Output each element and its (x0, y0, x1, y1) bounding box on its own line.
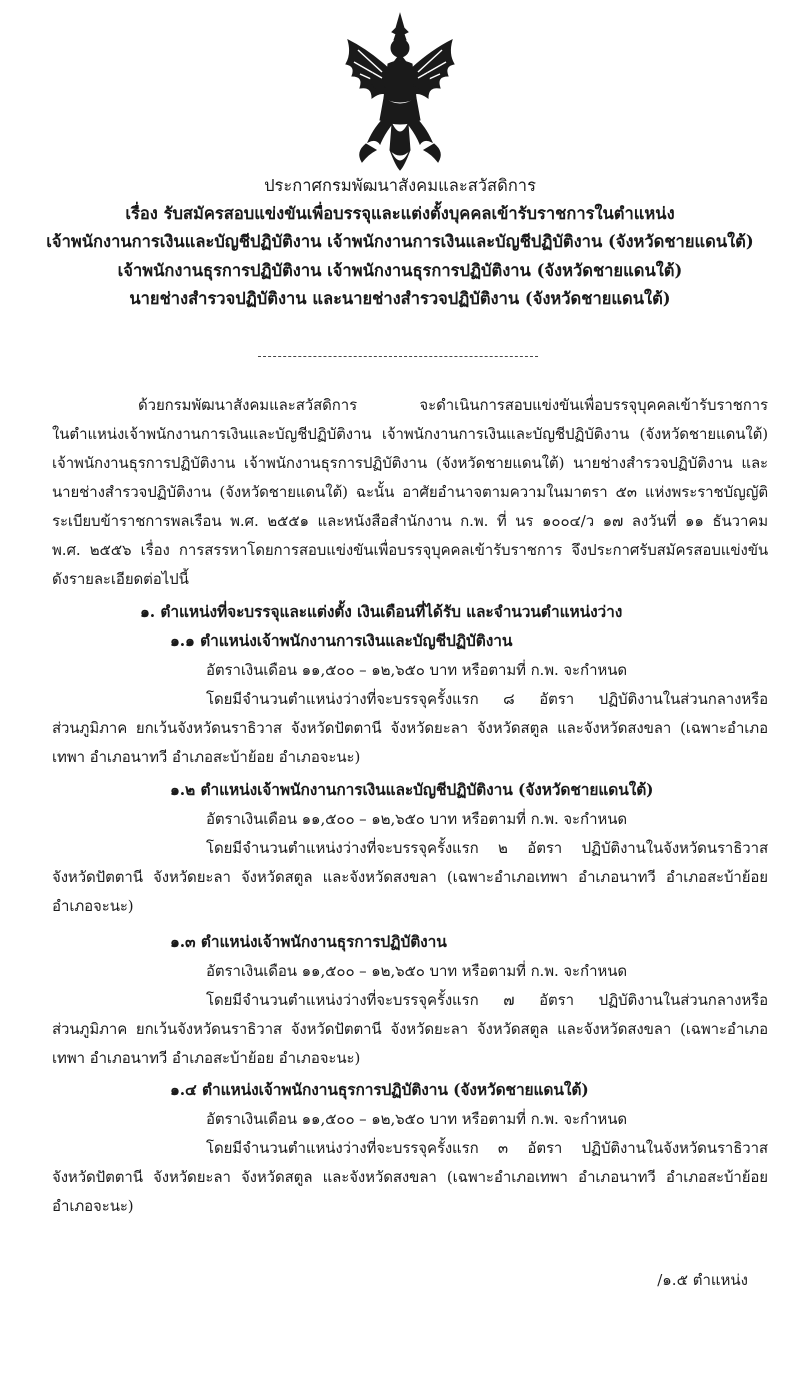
intro-line: ระเบียบข้าราชการพลเรือน พ.ศ. ๒๕๕๑ และหนังสือสำนักงาน ก.พ. ที่ นร ๑๐๐๔/ว ๑๗ ลงวันที่ ๑๑ ธันวาคม (52, 512, 768, 530)
position-1-3-detail: โดยมีจำนวนตำแหน่งว่างที่จะบรรจุครั้งแรก ๗ อัตรา ปฏิบัติงานในส่วนกลางหรือ (206, 991, 768, 1009)
position-1-4-detail: อำเภอจะนะ) (52, 1197, 134, 1215)
intro-line: ด้วยกรมพัฒนาสังคมและสวัสดิการ จะดำเนินการสอบแข่งขันเพื่อบรรจุบุคคลเข้ารับราชการ (138, 396, 768, 414)
position-1-2-detail: โดยมีจำนวนตำแหน่งว่างที่จะบรรจุครั้งแรก ๒ อัตรา ปฏิบัติงานในจังหวัดนราธิวาส (206, 839, 768, 857)
subject-line-1: เรื่อง รับสมัครสอบแข่งขันเพื่อบรรจุและแต่งตั้งบุคคลเข้ารับราชการในตำแหน่ง (125, 204, 675, 223)
garuda-emblem (338, 10, 462, 176)
position-1-2-salary: อัตราเงินเดือน ๑๑,๕๐๐ – ๑๒,๖๕๐ บาท หรือตามที่ ก.พ. จะกำหนด (206, 810, 627, 828)
subject-line-3: เจ้าพนักงานธุรการปฏิบัติงาน เจ้าพนักงานธุรการปฏิบัติงาน (จังหวัดชายแดนใต้) (117, 261, 683, 280)
position-1-4-detail: โดยมีจำนวนตำแหน่งว่างที่จะบรรจุครั้งแรก ๓ อัตรา ปฏิบัติงานในจังหวัดนราธิวาส (206, 1139, 768, 1157)
position-1-1-detail: ส่วนภูมิภาค ยกเว้นจังหวัดนราธิวาส จังหวัดปัตตานี จังหวัดยะลา จังหวัดสตูล และจังหวัดสงขลา (เฉพาะอำเภอ (52, 719, 768, 737)
header-separator (258, 356, 538, 357)
section-1-heading: ๑. ตำแหน่งที่จะบรรจุและแต่งตั้ง เงินเดือนที่ได้รับ และจำนวนตำแหน่งว่าง (140, 602, 623, 621)
position-1-3-detail: เทพา อำเภอนาทวี อำเภอสะบ้าย้อย อำเภอจะนะ) (52, 1049, 361, 1067)
position-1-1-detail: โดยมีจำนวนตำแหน่งว่างที่จะบรรจุครั้งแรก ๘ อัตรา ปฏิบัติงานในส่วนกลางหรือ (206, 690, 768, 708)
position-1-2-detail: อำเภอจะนะ) (52, 897, 134, 915)
position-1-2-title: ๑.๒ ตำแหน่งเจ้าพนักงานการเงินและบัญชีปฏิบัติงาน (จังหวัดชายแดนใต้) (170, 780, 654, 799)
intro-line: ดังรายละเอียดต่อไปนี้ (52, 570, 189, 588)
position-1-1-title: ๑.๑ ตำแหน่งเจ้าพนักงานการเงินและบัญชีปฏิบัติงาน (170, 631, 513, 650)
position-1-1-salary: อัตราเงินเดือน ๑๑,๕๐๐ – ๑๒,๖๕๐ บาท หรือตามที่ ก.พ. จะกำหนด (206, 661, 627, 679)
intro-line: ในตำแหน่งเจ้าพนักงานการเงินและบัญชีปฏิบัติงาน เจ้าพนักงานการเงินและบัญชีปฏิบัติงาน (จังหวัดชายแดนใต้) (52, 425, 768, 443)
position-1-1-detail: เทพา อำเภอนาทวี อำเภอสะบ้าย้อย อำเภอจะนะ) (52, 748, 361, 766)
position-1-3-title: ๑.๓ ตำแหน่งเจ้าพนักงานธุรการปฏิบัติงาน (170, 932, 447, 951)
position-1-4-detail: จังหวัดปัตตานี จังหวัดยะลา จังหวัดสตูล และจังหวัดสงขลา (เฉพาะอำเภอเทพา อำเภอนาทวี อำเภอสะบ้าย้อย (52, 1168, 768, 1186)
agency-title: ประกาศกรมพัฒนาสังคมและสวัสดิการ (264, 176, 536, 195)
intro-line: นายช่างสำรวจปฏิบัติงาน (จังหวัดชายแดนใต้) ฉะนั้น อาศัยอำนาจตามความในมาตรา ๕๓ แห่งพระราชบัญญัติ (52, 483, 768, 501)
position-1-3-detail: ส่วนภูมิภาค ยกเว้นจังหวัดนราธิวาส จังหวัดปัตตานี จังหวัดยะลา จังหวัดสตูล และจังหวัดสงขลา (เฉพาะอำเภอ (52, 1020, 768, 1038)
position-1-2-detail: จังหวัดปัตตานี จังหวัดยะลา จังหวัดสตูล และจังหวัดสงขลา (เฉพาะอำเภอเทพา อำเภอนาทวี อำเภอสะบ้าย้อย (52, 868, 768, 886)
intro-line: เจ้าพนักงานธุรการปฏิบัติงาน เจ้าพนักงานธุรการปฏิบัติงาน (จังหวัดชายแดนใต้) นายช่างสำรวจปฏิบัติงาน และ (52, 454, 768, 472)
continuation-reference: /๑.๕ ตำแหน่ง (657, 1271, 748, 1289)
position-1-4-title: ๑.๔ ตำแหน่งเจ้าพนักงานธุรการปฏิบัติงาน (จังหวัดชายแดนใต้) (170, 1080, 589, 1099)
position-1-3-salary: อัตราเงินเดือน ๑๑,๕๐๐ – ๑๒,๖๕๐ บาท หรือตามที่ ก.พ. จะกำหนด (206, 962, 627, 980)
intro-line: พ.ศ. ๒๕๕๖ เรื่อง การสรรหาโดยการสอบแข่งขันเพื่อบรรจุบุคคลเข้ารับราชการ จึงประกาศรับสมัครสอบแข่งขัน (52, 541, 768, 559)
position-1-4-salary: อัตราเงินเดือน ๑๑,๕๐๐ – ๑๒,๖๕๐ บาท หรือตามที่ ก.พ. จะกำหนด (206, 1110, 627, 1128)
subject-line-4: นายช่างสำรวจปฏิบัติงาน และนายช่างสำรวจปฏิบัติงาน (จังหวัดชายแดนใต้) (129, 289, 671, 308)
subject-line-2: เจ้าพนักงานการเงินและบัญชีปฏิบัติงาน เจ้าพนักงานการเงินและบัญชีปฏิบัติงาน (จังหวัดชายแดนใต้) (46, 232, 754, 251)
